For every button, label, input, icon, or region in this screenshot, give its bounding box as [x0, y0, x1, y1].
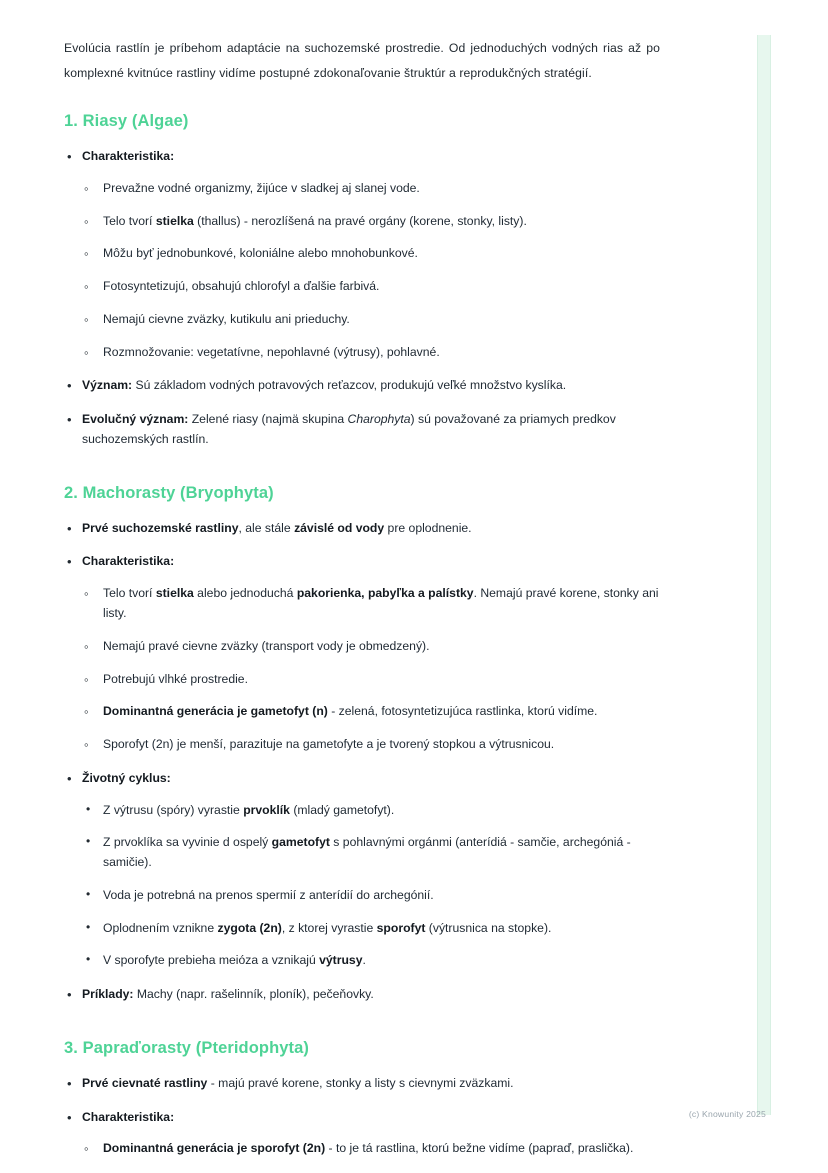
list-item: ◦ Telo tvorí stielka (thallus) - nerozlíšená na pravé orgány (korene, stonky, listy).: [82, 212, 660, 232]
list-item: ◦ Dominantná generácia je sporofyt (2n) - to je tá rastlina, ktorú bežne vidíme (papraď, praslička).: [82, 1139, 660, 1159]
sub-item-text: Sporofyt (2n) je menší, parazituje na gametofyte a je tvorený stopkou a výtrusnicou.: [103, 737, 555, 752]
list-item: [82, 637, 660, 657]
list-item: ◦ Telo tvorí stielka alebo jednoduchá pakorienka, pabyľka a palístky. Nemajú pravé korene, stonky ani listy.: [82, 584, 660, 624]
sub-item-text: Fotosyntetizujú, obsahujú chlorofyl a ďalšie farbivá.: [103, 279, 380, 294]
list-item: [64, 1108, 660, 1160]
item-label: Evolučný význam:: [82, 412, 189, 427]
list-item: [82, 886, 660, 906]
emphasis-zygota: zygota (2n): [217, 920, 282, 935]
list-item: [82, 735, 660, 755]
list-item: [64, 147, 660, 362]
list-item: [82, 277, 660, 297]
item-label: Prvé suchozemské rastliny: [82, 520, 239, 535]
list-item: [82, 244, 660, 264]
list-item: • Evolučný význam: Zelené riasy (najmä skupina Charophyta) sú považované za priamych predkov suchozemských rastlín.: [64, 410, 660, 450]
item-label: Charakteristika:: [82, 1109, 175, 1124]
sub-list: [82, 584, 660, 755]
sub-list: [82, 179, 660, 363]
list-item: • Z prvoklíka sa vyvinie d ospelý gametofyt s pohlavnými orgánmi (anterídiá - samčie, archegóniá - samičie).: [82, 833, 660, 873]
item-label: Význam:: [82, 378, 133, 393]
emphasis-stielka: stielka: [155, 213, 194, 228]
section-list: [64, 1074, 660, 1159]
item-label: Príklady:: [82, 987, 134, 1002]
item-text: Machy (napr. rašelinník, ploník), pečeňovky.: [136, 987, 374, 1002]
emphasis-gametofyt: gametofyt: [271, 835, 330, 850]
sub-item-text: Potrebujú vlhké prostredie.: [103, 671, 248, 686]
section-riasy: [64, 112, 660, 450]
emphasis-charophyta: Charophyta: [347, 412, 411, 427]
list-item: [82, 343, 660, 363]
section-heading: 1. Riasy (Algae): [64, 112, 189, 131]
item-label: Charakteristika:: [82, 149, 175, 164]
sub-item-text: Nemajú cievne zväzky, kutikulu ani prieduchy.: [103, 311, 350, 326]
emphasis-sporofyt: sporofyt: [376, 920, 426, 935]
emphasis-gametofyt: Dominantná generácia je gametofyt (n): [103, 704, 328, 719]
section-machorasty: [64, 484, 660, 1005]
emphasis-zavisle: závislé od vody: [294, 520, 385, 535]
item-text: - majú pravé korene, stonky a listy s cievnymi zväzkami.: [210, 1075, 514, 1090]
emphasis-prvoklik: prvoklík: [243, 802, 290, 817]
list-item: • Oplodnením vznikne zygota (2n), z ktorej vyrastie sporofyt (výtrusnica na stopke).: [82, 919, 660, 939]
item-text: Sú základom vodných potravových reťazcov, produkujú veľké množstvo kyslíka.: [135, 378, 567, 393]
sub-item-text: Rozmnožovanie: vegetatívne, nepohlavné (výtrusy), pohlavné.: [103, 344, 440, 359]
list-item: [82, 670, 660, 690]
section-heading: 2. Machorasty (Bryophyta): [64, 483, 274, 502]
list-item: ◦ Dominantná generácia je gametofyt (n) - zelená, fotosyntetizujúca rastlinka, ktorú vidíme.: [82, 702, 660, 722]
sub-list: [82, 1139, 660, 1159]
emphasis-pakorienka: pakorienka, pabyľka a palístky: [296, 586, 474, 601]
emphasis-sporofyt: Dominantná generácia je sporofyt (2n): [103, 1141, 326, 1156]
emphasis-stielka: stielka: [155, 586, 194, 601]
list-item: [64, 1074, 660, 1094]
item-label: Charakteristika:: [82, 554, 175, 569]
list-item: [82, 310, 660, 330]
list-item: • Prvé suchozemské rastliny, ale stále závislé od vody pre oplodnenie.: [64, 519, 660, 539]
item-label: Prvé cievnaté rastliny: [82, 1075, 208, 1090]
section-list: [64, 519, 660, 1005]
intro-paragraph: Evolúcia rastlín je príbehom adaptácie na suchozemské prostredie. Od jednoduchých vodných rias až po komplexné kvitnúce rastliny vidíme postupné zdokonaľovanie štruktúr a reprodukčných stratégií.: [64, 41, 660, 81]
list-item: [64, 552, 660, 754]
list-item: • Z výtrusu (spóry) vyrastie prvoklík (mladý gametofyt).: [82, 801, 660, 821]
sub-item-text: Voda je potrebná na prenos spermií z anterídií do archegónií.: [103, 887, 434, 902]
sub-item-text: Môžu byť jednobunkové, koloniálne alebo mnohobunkové.: [103, 246, 418, 261]
sub-item-text: Nemajú pravé cievne zväzky (transport vody je obmedzený).: [103, 638, 430, 653]
section-list: [64, 147, 660, 450]
list-item: • V sporofyte prebieha meióza a vznikajú výtrusy.: [82, 951, 660, 971]
sub-list: [82, 801, 660, 972]
page-side-strip: [757, 35, 771, 1115]
copyright-credit: (c) Knowunity 2025: [688, 1109, 766, 1119]
sub-item-text: Prevažne vodné organizmy, žijúce v sladkej aj slanej vode.: [103, 180, 420, 195]
list-item: [82, 179, 660, 199]
list-item: [64, 769, 660, 971]
item-label: Životný cyklus:: [82, 770, 171, 785]
list-item: [64, 985, 660, 1005]
list-item: [64, 376, 660, 396]
section-papradorasty: [64, 1039, 660, 1159]
document-content: [64, 36, 660, 1173]
emphasis-vytrusy: výtrusy: [319, 953, 363, 968]
section-heading: 3. Papraďorasty (Pteridophyta): [64, 1038, 310, 1057]
